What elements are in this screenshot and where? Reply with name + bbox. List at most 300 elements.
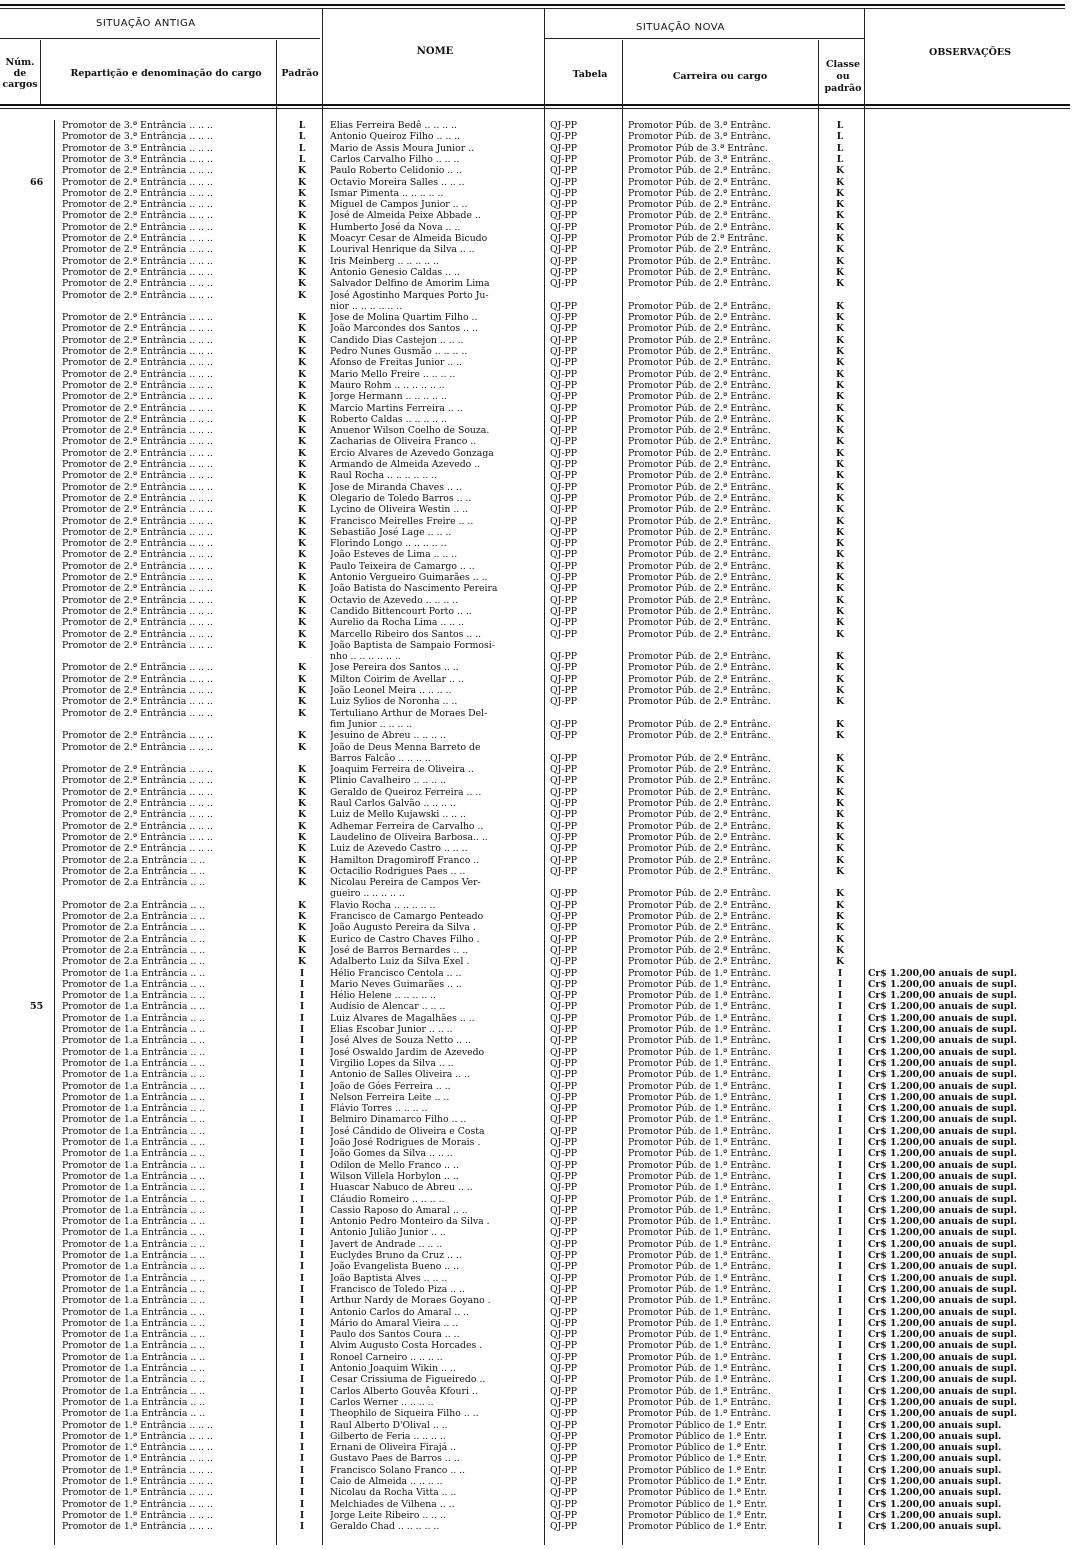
padrao-cell: I — [299, 1012, 305, 1024]
table-row — [0, 764, 1075, 775]
carreira-cell: Promotor Púb. de 2.ª Entrânc. — [628, 594, 771, 606]
padrao-cell: K — [297, 391, 307, 403]
old-cargo-cell: Promotor de 2.ª Entrância .. .. .. — [62, 312, 213, 324]
name-cell: João José Rodrigues de Morais . — [330, 1137, 481, 1148]
padrao-cell: K — [297, 956, 307, 968]
observacao-cell: Cr$ 1.200,00 anuais de supl. — [868, 1351, 1018, 1363]
tabela-cell: QJ-PP — [550, 346, 578, 357]
classe-cell: I — [837, 1261, 843, 1273]
tabela-cell: QJ-PP — [550, 628, 578, 640]
old-cargo-cell: Promotor de 1.ª Entrância .. .. .. — [62, 1487, 213, 1499]
name-cell: Antonio Queiroz Filho .. .. .. — [330, 131, 461, 143]
name-cell: Sebastião José Lage .. .. .. — [330, 526, 452, 538]
table-row — [0, 120, 1075, 131]
name-cell: Florindo Longo .. .. .. .. .. — [330, 538, 447, 550]
group-count: 55 — [30, 1001, 44, 1013]
group-count: 66 — [30, 176, 44, 188]
tabela-cell: QJ-PP — [550, 990, 578, 1002]
name-cell: João Esteves de Lima .. .. .. — [330, 549, 458, 561]
padrao-cell: K — [297, 865, 307, 877]
carreira-cell: Promotor Púb. de 1.ª Entrânc. — [628, 1385, 771, 1397]
observacao-cell: Cr$ 1.200,00 anuais de supl. — [868, 1317, 1018, 1329]
old-cargo-cell: Promotor de 2.ª Entrância .. .. .. — [62, 605, 213, 617]
classe-cell: K — [835, 594, 845, 606]
name-cell: Antonio Vergueiro Guimarães .. .. — [330, 572, 488, 583]
padrao-cell: I — [299, 1329, 305, 1341]
carreira-cell: Promotor Púb. de 2.ª Entrânc. — [628, 391, 771, 403]
table-row — [0, 934, 1075, 945]
padrao-cell: I — [299, 1306, 305, 1318]
old-cargo-cell: Promotor de 2.ª Entrância .. .. .. — [62, 639, 213, 651]
observacao-cell: Cr$ 1.200,00 anuais de supl. — [868, 1216, 1018, 1228]
tabela-cell: QJ-PP — [550, 300, 578, 312]
old-cargo-cell: Promotor de 2.a Entrância .. .. — [62, 899, 206, 911]
classe-cell: K — [835, 809, 845, 821]
old-cargo-cell: Promotor de 1.a Entrância .. .. — [62, 1396, 206, 1408]
classe-cell: I — [837, 1442, 843, 1454]
table-row — [0, 696, 1075, 707]
observacao-cell: Cr$ 1.200,00 anuais de supl. — [868, 1012, 1018, 1024]
table-row — [0, 1408, 1075, 1419]
tabela-cell: QJ-PP — [550, 843, 578, 855]
old-cargo-cell: Promotor de 2.a Entrância .. .. — [62, 911, 206, 922]
tabela-cell: QJ-PP — [550, 255, 578, 267]
carreira-cell: Promotor Púb. de 1.ª Entrânc. — [628, 1396, 771, 1408]
table-row — [0, 1148, 1075, 1159]
carreira-cell: Promotor Púb. de 2.ª Entrânc. — [628, 572, 771, 583]
name-cell: Carlos Carvalho Filho .. .. .. — [330, 153, 460, 165]
name-cell: José Cândido de Oliveira e Costa — [330, 1125, 485, 1137]
name-cell: Luiz de Azevedo Castro .. .. .. — [330, 843, 468, 855]
padrao-cell: K — [297, 233, 307, 244]
carreira-cell: Promotor Púb. de 2.ª Entrânc. — [628, 515, 771, 527]
observacao-cell: Cr$ 1.200,00 anuais de supl. — [868, 1374, 1018, 1386]
classe-cell: K — [835, 278, 845, 290]
old-cargo-cell: Promotor de 2.ª Entrância .. .. .. — [62, 707, 213, 719]
tabela-cell: QJ-PP — [550, 323, 578, 335]
tabela-cell: QJ-PP — [550, 1057, 578, 1069]
old-situation-underline — [0, 38, 320, 39]
name-cell: José Oswaldo Jardim de Azevedo — [330, 1046, 485, 1058]
old-cargo-cell: Promotor de 2.ª Entrância .. .. .. — [62, 244, 213, 256]
padrao-cell: K — [297, 549, 307, 561]
old-cargo-cell: Promotor de 1.a Entrância .. .. — [62, 967, 206, 979]
classe-cell: K — [835, 492, 845, 504]
classe-cell: K — [835, 854, 845, 866]
carreira-cell: Promotor Púb. de 1.ª Entrânc. — [628, 1148, 771, 1160]
name-cell: Laudelino de Oliveira Barbosa.. .. — [330, 831, 488, 843]
old-cargo-cell: Promotor de 2.ª Entrância .. .. .. — [62, 538, 213, 550]
classe-cell: K — [835, 673, 845, 685]
tabela-cell: QJ-PP — [550, 1396, 578, 1408]
observacao-cell: Cr$ 1.200,00 anuais de supl. — [868, 1170, 1018, 1182]
carreira-cell: Promotor Púb. de 2.ª Entrânc. — [628, 922, 771, 934]
observacao-cell: Cr$ 1.200,00 anuais de supl. — [868, 1148, 1018, 1160]
name-cell: João Evangelista Bueno .. .. — [330, 1261, 460, 1273]
carreira-cell: Promotor Púb. de 1.ª Entrânc. — [628, 990, 771, 1002]
padrao-cell: K — [297, 255, 307, 267]
padrao-cell: K — [297, 526, 307, 538]
old-cargo-cell: Promotor de 2.ª Entrância .. .. .. — [62, 334, 213, 346]
old-cargo-cell: Promotor de 2.ª Entrância .. .. .. — [62, 425, 213, 437]
old-cargo-cell: Promotor de 2.ª Entrância .. .. .. — [62, 526, 213, 538]
old-cargo-cell: Promotor de 1.ª Entrância .. .. .. — [62, 1464, 213, 1476]
name-cell: nho .. .. .. .. .. .. — [330, 651, 401, 663]
padrao-cell: I — [299, 1238, 305, 1250]
tabela-cell: QJ-PP — [550, 187, 578, 199]
table-row — [0, 888, 1075, 899]
classe-cell: K — [835, 413, 845, 425]
old-cargo-cell: Promotor de 1.ª Entrância .. .. .. — [62, 1509, 213, 1521]
observacao-cell: Cr$ 1.200,00 anuais supl. — [868, 1464, 1002, 1476]
name-cell: Caio de Almeida .. .. .. .. — [330, 1476, 443, 1487]
carreira-cell: Promotor Púb. de 2.ª Entrânc. — [628, 911, 771, 922]
padrao-cell: K — [297, 741, 307, 753]
carreira-cell: Promotor Púb. de 1.ª Entrânc. — [628, 1374, 771, 1386]
old-cargo-cell: Promotor de 3.ª Entrância .. .. .. — [62, 131, 213, 143]
carreira-cell: Promotor Púb. de 1.ª Entrânc. — [628, 1170, 771, 1182]
classe-cell: I — [837, 1295, 843, 1307]
table-row — [0, 1250, 1075, 1261]
padrao-cell: K — [297, 899, 307, 911]
tabela-cell: QJ-PP — [550, 594, 578, 606]
carreira-cell: Promotor Púb. de 1.ª Entrânc. — [628, 1057, 771, 1069]
padrao-cell: K — [297, 877, 307, 889]
carreira-cell: Promotor Púb. de 1.ª Entrânc. — [628, 1193, 771, 1205]
classe-cell: K — [835, 391, 845, 403]
carreira-cell: Promotor Púb. de 1.ª Entrânc. — [628, 978, 771, 990]
carreira-cell: Promotor Púb. de 2.ª Entrânc. — [628, 730, 771, 742]
table-row — [0, 1465, 1075, 1476]
table-row — [0, 1160, 1075, 1171]
table-row — [0, 1295, 1075, 1306]
old-cargo-cell: Promotor de 1.a Entrância .. .. — [62, 1216, 206, 1228]
table-row — [0, 1521, 1075, 1532]
old-cargo-cell: Promotor de 1.a Entrância .. .. — [62, 1103, 206, 1115]
classe-cell: K — [835, 402, 845, 414]
classe-cell: K — [835, 187, 845, 199]
table-row — [0, 855, 1075, 866]
name-cell: Humberto José da Nova .. .. — [330, 221, 461, 233]
table-row — [0, 1182, 1075, 1193]
old-cargo-cell: Promotor de 1.a Entrância .. .. — [62, 1204, 206, 1216]
tabela-cell: QJ-PP — [550, 436, 578, 448]
tabela-cell: QJ-PP — [550, 888, 578, 900]
carreira-cell: Promotor Púb. de 1.ª Entrânc. — [628, 1295, 771, 1307]
tabela-cell: QJ-PP — [550, 1442, 578, 1454]
observacao-cell: Cr$ 1.200,00 anuais de supl. — [868, 967, 1018, 979]
tabela-cell: QJ-PP — [550, 1204, 578, 1216]
table-row — [0, 651, 1075, 662]
padrao-cell: I — [299, 1476, 305, 1487]
padrao-cell: K — [297, 662, 307, 674]
table-row — [0, 1047, 1075, 1058]
old-cargo-cell: Promotor de 2.ª Entrância .. .. .. — [62, 368, 213, 380]
name-cell: Hélio Francisco Centola .. .. — [330, 967, 462, 979]
tabela-cell: QJ-PP — [550, 1091, 578, 1103]
table-row — [0, 516, 1075, 527]
table-row — [0, 233, 1075, 244]
padrao-cell: I — [299, 1046, 305, 1058]
padrao-cell: I — [299, 1069, 305, 1081]
tabela-cell: QJ-PP — [550, 718, 578, 730]
tabela-cell: QJ-PP — [550, 1012, 578, 1024]
carreira-cell: Promotor Púb. de 2.ª Entrânc. — [628, 617, 771, 629]
old-cargo-cell: Promotor de 2.ª Entrância .. .. .. — [62, 187, 213, 199]
name-cell: Barros Falcão .. .. .. .. — [330, 752, 431, 764]
classe-cell: K — [835, 933, 845, 945]
name-cell: Audísio de Alencar .. .. .. — [330, 1001, 446, 1013]
name-cell: Jose de Miranda Chaves .. .. — [330, 481, 462, 493]
tabela-cell: QJ-PP — [550, 605, 578, 617]
observacao-cell: Cr$ 1.200,00 anuais de supl. — [868, 1340, 1018, 1352]
padrao-cell: I — [299, 1148, 305, 1160]
classe-cell: L — [836, 131, 844, 143]
name-cell: Mario Neves Guimarães .. .. — [330, 978, 462, 990]
classe-cell: I — [837, 1159, 843, 1171]
carreira-cell: Promotor Púb. de 3.ª Entrânc. — [628, 120, 771, 131]
padrao-cell: K — [297, 673, 307, 685]
classe-cell: K — [835, 300, 845, 312]
tabela-cell: QJ-PP — [550, 244, 578, 256]
carreira-cell: Promotor Público de 1.ª Entr. — [628, 1476, 767, 1487]
name-cell: Olegario de Toledo Barros .. .. — [330, 492, 472, 504]
table-row — [0, 470, 1075, 481]
carreira-cell: Promotor Público de 1.ª Entr. — [628, 1521, 767, 1533]
name-cell: Paulo Teixeira de Camargo .. .. — [330, 560, 475, 572]
carreira-cell: Promotor Púb. de 2.ª Entrânc. — [628, 899, 771, 911]
classe-cell: I — [837, 1012, 843, 1024]
table-row — [0, 1431, 1075, 1442]
name-cell: Salvador Delfino de Amorim Lima — [330, 278, 490, 290]
carreira-cell: Promotor Púb. de 1.ª Entrânc. — [628, 1103, 771, 1115]
table-row — [0, 1453, 1075, 1464]
padrao-cell: I — [299, 1351, 305, 1363]
old-cargo-cell: Promotor de 1.a Entrância .. .. — [62, 978, 206, 990]
name-cell: Jose Pereira dos Santos .. .. — [330, 662, 459, 674]
classe-cell: I — [837, 1170, 843, 1182]
old-cargo-cell: Promotor de 1.a Entrância .. .. — [62, 1272, 206, 1284]
classe-cell: K — [835, 244, 845, 256]
observacao-cell: Cr$ 1.200,00 anuais de supl. — [868, 1035, 1018, 1047]
classe-cell: I — [837, 1227, 843, 1239]
padrao-cell: I — [299, 1001, 305, 1013]
tabela-cell: QJ-PP — [550, 1363, 578, 1374]
name-cell: João Augusto Pereira da Silva . — [330, 922, 476, 934]
old-cargo-cell: Promotor de 2.ª Entrância .. .. .. — [62, 572, 213, 583]
classe-cell: I — [837, 1125, 843, 1137]
classe-cell: K — [835, 628, 845, 640]
classe-cell: K — [835, 888, 845, 900]
classe-cell: I — [837, 1453, 843, 1465]
padrao-cell: K — [297, 922, 307, 934]
name-cell: Hamilton Dragomiroff Franco .. — [330, 854, 480, 866]
padrao-cell: K — [297, 628, 307, 640]
reparticao-header: Repartição e denominação do cargo — [70, 68, 262, 79]
padrao-cell: I — [299, 1137, 305, 1148]
name-cell: João Marcondes dos Santos .. .. — [330, 323, 478, 335]
padrao-cell: K — [297, 459, 307, 470]
padrao-cell: K — [297, 730, 307, 742]
padrao-cell: K — [297, 402, 307, 414]
padrao-cell: K — [297, 560, 307, 572]
classe-cell: I — [837, 1498, 843, 1510]
name-cell: Octacilio Rodrigues Paes .. .. — [330, 865, 466, 877]
table-row — [0, 1013, 1075, 1024]
classe-cell: K — [835, 199, 845, 211]
old-cargo-cell: Promotor de 2.a Entrância .. .. — [62, 865, 206, 877]
name-cell: Octavio de Azevedo .. .. .. .. — [330, 594, 459, 606]
carreira-cell: Promotor Público de 1.ª Entr. — [628, 1498, 767, 1510]
table-row — [0, 177, 1075, 188]
classe-cell: I — [837, 1476, 843, 1487]
carreira-cell: Promotor Púb. de 2.ª Entrânc. — [628, 255, 771, 267]
old-cargo-cell: Promotor de 1.a Entrância .. .. — [62, 1340, 206, 1352]
tabela-cell: QJ-PP — [550, 933, 578, 945]
name-cell: Francisco Meirelles Freire .. .. — [330, 515, 474, 527]
padrao-cell: K — [297, 515, 307, 527]
carreira-cell: Promotor Púb. de 2.ª Entrânc. — [628, 357, 771, 369]
observacao-cell: Cr$ 1.200,00 anuais de supl. — [868, 1193, 1018, 1205]
carreira-cell: Promotor Púb. de 2.ª Entrânc. — [628, 368, 771, 380]
observacao-cell: Cr$ 1.200,00 anuais de supl. — [868, 1272, 1018, 1284]
old-cargo-cell: Promotor de 2.ª Entrância .. .. .. — [62, 447, 213, 459]
old-cargo-cell: Promotor de 1.a Entrância .. .. — [62, 1317, 206, 1329]
padrao-cell: K — [297, 605, 307, 617]
old-cargo-cell: Promotor de 2.ª Entrância .. .. .. — [62, 165, 213, 177]
classe-cell: I — [837, 1509, 843, 1521]
carreira-cell: Promotor Púb. de 2.ª Entrânc. — [628, 605, 771, 617]
table-row — [0, 436, 1075, 447]
old-cargo-cell: Promotor de 1.a Entrância .. .. — [62, 1363, 206, 1374]
name-cell: Nicolau Pereira de Campos Ver- — [330, 877, 481, 889]
old-cargo-cell: Promotor de 2.ª Entrância .. .. .. — [62, 278, 213, 290]
name-cell: Elias Escobar Junior .. .. .. — [330, 1024, 453, 1035]
carreira-cell: Promotor Público de 1.ª Entr. — [628, 1509, 767, 1521]
padrao-cell: K — [297, 379, 307, 391]
padrao-cell: I — [299, 1024, 305, 1035]
carreira-cell: Promotor Púb. de 2.ª Entrânc. — [628, 944, 771, 956]
old-cargo-cell: Promotor de 2.ª Entrância .. .. .. — [62, 775, 213, 787]
name-cell: Candido Bittencourt Porto .. .. — [330, 605, 472, 617]
table-row — [0, 945, 1075, 956]
table-row — [0, 1284, 1075, 1295]
name-cell: Carlos Werner .. .. .. .. — [330, 1396, 434, 1408]
name-cell: Octavio Moreira Salles .. .. .. — [330, 176, 465, 188]
name-cell: José Agostinho Marques Porto Ju- — [330, 289, 489, 301]
padrao-cell: K — [297, 572, 307, 583]
old-cargo-cell: Promotor de 1.a Entrância .. .. — [62, 1159, 206, 1171]
padrao-cell: I — [299, 1419, 305, 1431]
classe-cell: I — [837, 1464, 843, 1476]
old-cargo-cell: Promotor de 1.a Entrância .. .. — [62, 1238, 206, 1250]
name-cell: Paulo dos Santos Coura .. .. — [330, 1329, 460, 1341]
tabela-cell: QJ-PP — [550, 1001, 578, 1013]
observacao-cell: Cr$ 1.200,00 anuais de supl. — [868, 1069, 1018, 1081]
name-cell: Zacharias de Oliveira Franco .. — [330, 436, 477, 448]
name-cell: Raul Rocha .. .. .. .. .. .. — [330, 470, 438, 482]
name-cell: Adhemar Ferreira de Carvalho .. — [330, 820, 484, 832]
classe-cell: I — [837, 1035, 843, 1047]
carreira-cell: Promotor Púb. de 1.ª Entrânc. — [628, 1159, 771, 1171]
padrao-cell: K — [297, 312, 307, 324]
observacao-cell: Cr$ 1.200,00 anuais de supl. — [868, 1103, 1018, 1115]
carreira-cell: Promotor Púb. de 2.ª Entrânc. — [628, 176, 771, 188]
carreira-cell: Promotor Púb. de 2.ª Entrânc. — [628, 436, 771, 448]
table-row — [0, 1352, 1075, 1363]
classe-cell: K — [835, 944, 845, 956]
table-row — [0, 391, 1075, 402]
old-cargo-cell: Promotor de 1.a Entrância .. .. — [62, 1261, 206, 1273]
num-cargos-label-2: de — [13, 68, 27, 79]
old-cargo-cell: Promotor de 1.ª Entrância .. .. .. — [62, 1521, 213, 1533]
carreira-cell: Promotor Púb. de 2.ª Entrânc. — [628, 447, 771, 459]
carreira-cell: Promotor Púb. de 2.ª Entrânc. — [628, 583, 771, 595]
observacao-cell: Cr$ 1.200,00 anuais de supl. — [868, 1080, 1018, 1092]
padrao-cell: I — [299, 1091, 305, 1103]
carreira-cell: Promotor Púb. de 1.ª Entrânc. — [628, 1137, 771, 1148]
name-cell: Euclydes Bruno da Cruz .. .. — [330, 1250, 462, 1261]
carreira-cell: Promotor Púb. de 2.ª Entrânc. — [628, 775, 771, 787]
padrao-cell: K — [297, 199, 307, 211]
old-cargo-cell: Promotor de 1.a Entrância .. .. — [62, 1046, 206, 1058]
observacao-cell: Cr$ 1.200,00 anuais de supl. — [868, 1024, 1018, 1035]
table-row — [0, 1363, 1075, 1374]
carreira-cell: Promotor Púb. de 2.ª Entrânc. — [628, 696, 771, 708]
tabela-cell: QJ-PP — [550, 120, 578, 131]
old-cargo-cell: Promotor de 1.ª Entrância .. .. .. — [62, 1419, 213, 1431]
tabela-cell: QJ-PP — [550, 662, 578, 674]
carreira-cell: Promotor Púb. de 1.ª Entrânc. — [628, 1091, 771, 1103]
name-cell: Gustavo Paes de Barros .. .. — [330, 1453, 460, 1465]
carreira-cell: Promotor Púb. de 2.ª Entrânc. — [628, 764, 771, 776]
tabela-cell: QJ-PP — [550, 1250, 578, 1261]
carreira-cell: Promotor Púb. de 2.ª Entrânc. — [628, 334, 771, 346]
carreira-cell: Promotor Púb. de 2.ª Entrânc. — [628, 526, 771, 538]
padrao-cell: I — [299, 1498, 305, 1510]
tabela-cell: QJ-PP — [550, 1035, 578, 1047]
name-cell: Marcello Ribeiro dos Santos .. .. — [330, 628, 482, 640]
old-cargo-cell: Promotor de 2.ª Entrância .. .. .. — [62, 809, 213, 821]
carreira-cell: Promotor Público de 1.ª Entr. — [628, 1442, 767, 1454]
tabela-cell: QJ-PP — [550, 481, 578, 493]
table-row — [0, 866, 1075, 877]
tabela-cell: QJ-PP — [550, 379, 578, 391]
name-cell: Ercio Alvares de Azevedo Gonzaga — [330, 447, 494, 459]
carreira-cell: Promotor Púb. de 2.ª Entrânc. — [628, 888, 771, 900]
classe-cell: K — [835, 775, 845, 787]
old-cargo-cell: Promotor de 1.a Entrância .. .. — [62, 1001, 206, 1013]
padrao-cell: K — [297, 289, 307, 301]
tabela-cell: QJ-PP — [550, 470, 578, 482]
carreira-cell: Promotor Púb. de 1.ª Entrânc. — [628, 1272, 771, 1284]
classe-cell: K — [835, 447, 845, 459]
classe-cell: I — [837, 1283, 843, 1295]
classe-cell: L — [836, 142, 844, 154]
carreira-cell: Promotor Púb. de 2.ª Entrânc. — [628, 560, 771, 572]
old-cargo-cell: Promotor de 2.ª Entrância .. .. .. — [62, 323, 213, 335]
carreira-cell: Promotor Púb. de 1.ª Entrânc. — [628, 1035, 771, 1047]
observacao-cell: Cr$ 1.200,00 anuais de supl. — [868, 1091, 1018, 1103]
name-cell: Cláudio Romeiro .. .. .. .. — [330, 1193, 445, 1205]
tabela-cell: QJ-PP — [550, 696, 578, 708]
tabela-header: Tabela — [572, 69, 608, 80]
name-cell: Nicolau da Rocha Vitta .. .. — [330, 1487, 457, 1499]
table-row — [0, 425, 1075, 436]
name-cell: Lourival Henrique da Silva .. .. — [330, 244, 475, 256]
classe-cell: K — [835, 899, 845, 911]
tabela-cell: QJ-PP — [550, 560, 578, 572]
